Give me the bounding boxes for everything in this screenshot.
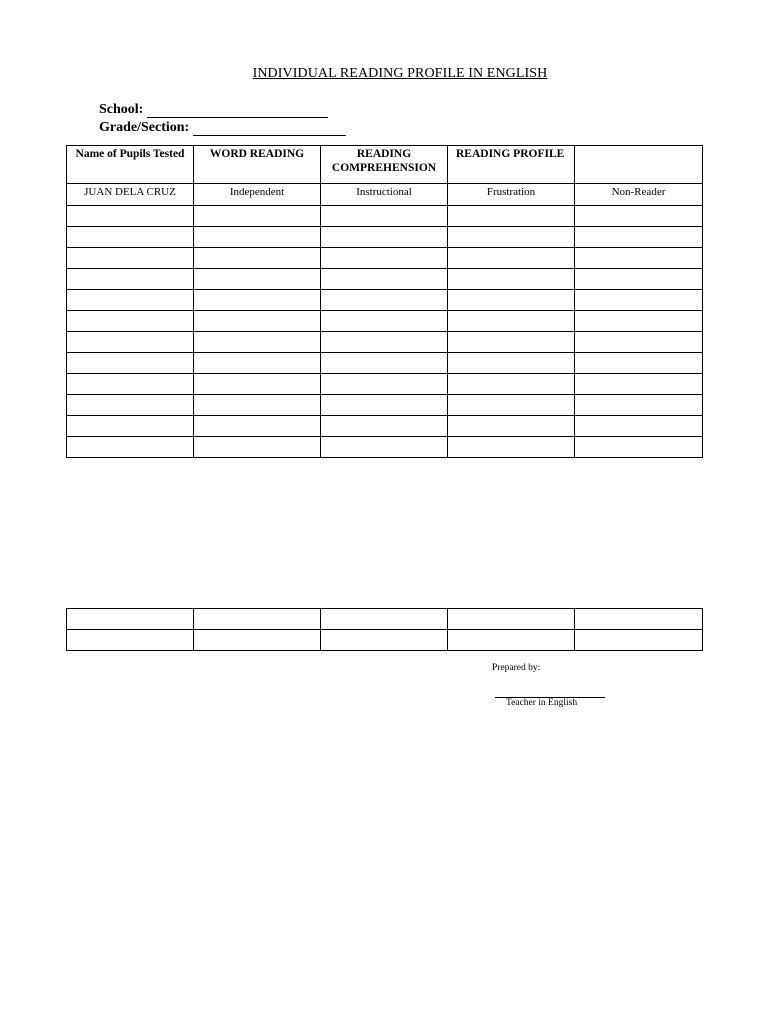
prepared-by-label: Prepared by:	[492, 663, 541, 673]
table-cell[interactable]	[575, 416, 703, 437]
table-row	[67, 353, 703, 374]
table-cell[interactable]	[575, 374, 703, 395]
sample-pupil-name: JUAN DELA CRUZ	[67, 184, 194, 206]
table-cell[interactable]	[67, 609, 194, 630]
table-cell[interactable]	[321, 206, 448, 227]
table-cell[interactable]	[575, 206, 703, 227]
table-cell[interactable]	[67, 311, 194, 332]
table-cell[interactable]	[448, 227, 575, 248]
table-cell[interactable]	[575, 609, 703, 630]
table-cell[interactable]	[67, 437, 194, 458]
table-cell[interactable]	[448, 311, 575, 332]
sample-instructional: Instructional	[321, 184, 448, 206]
grade-section-label: Grade/Section:	[99, 120, 190, 135]
table-cell[interactable]	[321, 609, 448, 630]
table-cell[interactable]	[67, 353, 194, 374]
reading-profile-table	[66, 145, 703, 458]
table-row	[67, 269, 703, 290]
table-cell[interactable]	[321, 227, 448, 248]
table-cell[interactable]	[321, 311, 448, 332]
table-cell[interactable]	[448, 206, 575, 227]
table-cell[interactable]	[67, 332, 194, 353]
sample-frustration: Frustration	[448, 184, 575, 206]
table-cell[interactable]	[448, 609, 575, 630]
table-cell[interactable]	[67, 416, 194, 437]
table-cell[interactable]	[194, 206, 321, 227]
table-row	[67, 374, 703, 395]
table-cell[interactable]	[575, 269, 703, 290]
header-name-of-pupils: Name of Pupils Tested	[67, 146, 194, 184]
table-cell[interactable]	[448, 353, 575, 374]
table-cell[interactable]	[575, 437, 703, 458]
table-cell[interactable]	[448, 630, 575, 651]
table-cell[interactable]	[321, 395, 448, 416]
header-blank	[575, 146, 703, 184]
table-cell[interactable]	[321, 290, 448, 311]
table-cell[interactable]	[448, 248, 575, 269]
table-cell[interactable]	[67, 395, 194, 416]
table-cell[interactable]	[67, 374, 194, 395]
table-cell[interactable]	[321, 353, 448, 374]
table-cell[interactable]	[321, 248, 448, 269]
table-cell[interactable]	[321, 437, 448, 458]
table-cell[interactable]	[67, 206, 194, 227]
table-cell[interactable]	[194, 353, 321, 374]
table-cell[interactable]	[575, 395, 703, 416]
sample-non-reader: Non-Reader	[575, 184, 703, 206]
grade-section-field	[99, 120, 346, 136]
summary-table	[66, 608, 703, 651]
table-cell[interactable]	[194, 609, 321, 630]
header-word-reading: WORD READING	[194, 146, 321, 184]
table-cell[interactable]	[321, 374, 448, 395]
table-cell[interactable]	[448, 374, 575, 395]
table-cell[interactable]	[575, 248, 703, 269]
table-cell[interactable]	[67, 248, 194, 269]
table-row	[67, 248, 703, 269]
teacher-role-label: Teacher in English	[506, 698, 578, 708]
table-row	[67, 630, 703, 651]
header-row	[67, 146, 703, 184]
table-cell[interactable]	[575, 332, 703, 353]
table-cell[interactable]	[448, 290, 575, 311]
table-row	[67, 227, 703, 248]
table-cell[interactable]	[67, 290, 194, 311]
table-cell[interactable]	[575, 630, 703, 651]
school-field	[99, 102, 328, 118]
table-cell[interactable]	[321, 332, 448, 353]
table-cell[interactable]	[194, 248, 321, 269]
school-blank-line[interactable]	[147, 103, 328, 118]
table-cell[interactable]	[67, 227, 194, 248]
table-row	[67, 395, 703, 416]
table-row	[67, 609, 703, 630]
table-cell[interactable]	[321, 269, 448, 290]
table-cell[interactable]	[448, 416, 575, 437]
table-cell[interactable]	[575, 311, 703, 332]
table-cell[interactable]	[194, 332, 321, 353]
table-row	[67, 437, 703, 458]
document-title: INDIVIDUAL READING PROFILE IN ENGLISH	[252, 66, 548, 81]
table-cell[interactable]	[194, 374, 321, 395]
header-reading-profile: READING PROFILE	[448, 146, 575, 184]
school-label: School:	[99, 102, 144, 117]
table-cell[interactable]	[194, 395, 321, 416]
sample-independent: Independent	[194, 184, 321, 206]
header-reading-comprehension: READING COMPREHENSION	[321, 146, 448, 184]
table-row	[67, 416, 703, 437]
table-cell[interactable]	[448, 269, 575, 290]
table-cell[interactable]	[575, 227, 703, 248]
table-row	[67, 206, 703, 227]
table-cell[interactable]	[194, 311, 321, 332]
table-cell[interactable]	[194, 630, 321, 651]
table-row	[67, 332, 703, 353]
table-cell[interactable]	[448, 395, 575, 416]
table-cell[interactable]	[575, 290, 703, 311]
table-cell[interactable]	[575, 353, 703, 374]
table-cell[interactable]	[448, 437, 575, 458]
table-cell[interactable]	[448, 332, 575, 353]
table-cell[interactable]	[194, 416, 321, 437]
sample-row	[67, 184, 703, 206]
table-cell[interactable]	[321, 416, 448, 437]
table-cell[interactable]	[194, 269, 321, 290]
table-cell[interactable]	[194, 227, 321, 248]
table-cell[interactable]	[194, 437, 321, 458]
table-cell[interactable]	[194, 290, 321, 311]
table-cell[interactable]	[67, 269, 194, 290]
grade-section-blank-line[interactable]	[193, 121, 346, 136]
table-cell[interactable]	[67, 630, 194, 651]
table-row	[67, 290, 703, 311]
table-row	[67, 311, 703, 332]
table-cell[interactable]	[321, 630, 448, 651]
